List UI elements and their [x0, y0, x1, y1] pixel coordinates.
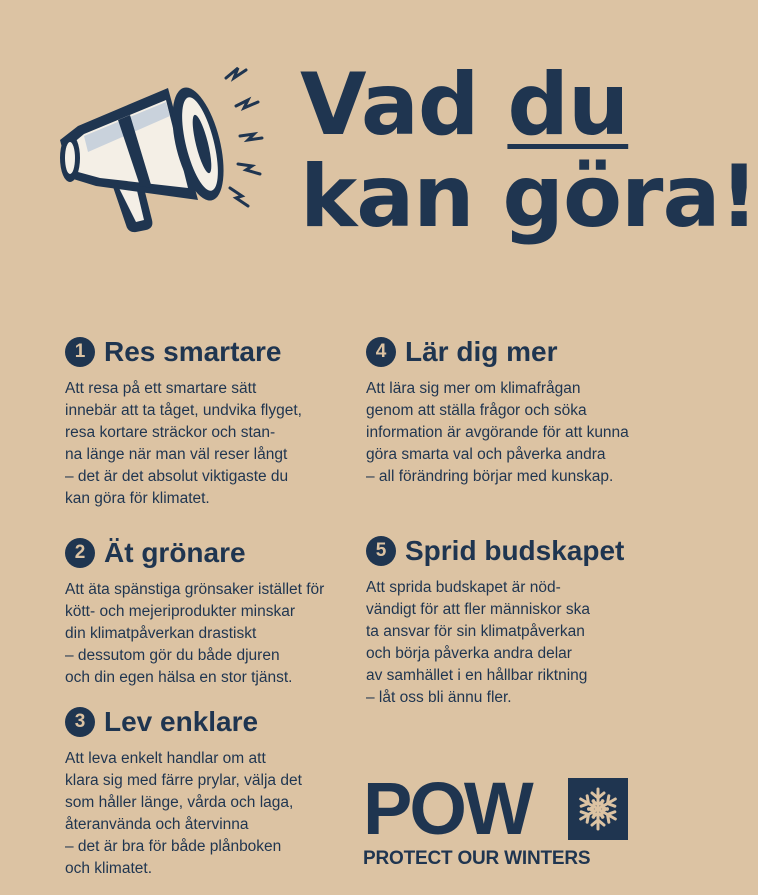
body-line: Att sprida budskapet är nöd- — [366, 579, 561, 596]
body-line: göra smarta val och påverka andra — [366, 446, 606, 463]
section-sprid-budskapet — [366, 535, 624, 709]
body-line: klara sig med färre prylar, välja det — [65, 772, 302, 789]
section-lar-dig-mer — [366, 336, 629, 488]
body-line: – det är det absolut viktigaste du — [65, 468, 289, 485]
section-number-badge: 5 — [366, 536, 396, 566]
section-title: Lär dig mer — [405, 336, 558, 367]
section-title: Res smartare — [104, 336, 282, 367]
body-line: – dessutom gör du både djuren — [65, 647, 280, 664]
body-line: ta ansvar för sin klimatpåverkan — [366, 623, 585, 640]
body-line: av samhället i en hållbar riktning — [366, 667, 588, 684]
title-word-du: du — [507, 55, 629, 155]
section-number-badge: 3 — [65, 707, 95, 737]
body-line: Att lära sig mer om klimafrågan — [366, 380, 581, 397]
section-title: Ät grönare — [104, 537, 246, 568]
body-line: innebär att ta tåget, undvika flyget, — [65, 402, 302, 419]
logo-tagline: PROTECT OUR WINTERS — [363, 848, 591, 869]
body-line: som håller länge, vårda och laga, — [65, 794, 294, 811]
body-line: vändigt för att fler människor ska — [366, 601, 590, 618]
section-body — [65, 748, 302, 880]
section-body — [65, 378, 302, 510]
body-line: – det är bra för både plånboken — [65, 838, 282, 855]
section-number-badge: 4 — [366, 337, 396, 367]
megaphone-icon — [48, 60, 283, 235]
body-line: och börja påverka andra delar — [366, 645, 572, 662]
body-line: resa kortare sträckor och stan- — [65, 424, 276, 441]
body-line: na länge när man väl reser långt — [65, 446, 288, 463]
section-res-smartare — [65, 336, 302, 510]
title-line-2: kan göra! — [300, 147, 758, 247]
section-title: Sprid budskapet — [405, 535, 625, 566]
section-lev-enklare — [65, 706, 302, 880]
body-line: din klimatpåverkan drastiskt — [65, 625, 257, 642]
body-line: Att äta spänstiga grönsaker istället för — [65, 581, 325, 598]
pow-logo — [363, 767, 628, 870]
body-line: kött- och mejeriprodukter minskar — [65, 603, 295, 620]
body-line: kan göra för klimatet. — [65, 490, 210, 507]
body-line: – all förändring börjar med kunskap. — [366, 468, 614, 485]
section-body — [65, 579, 324, 689]
body-line: och klimatet. — [65, 860, 153, 877]
body-line: genom att ställa frågor och söka — [366, 402, 587, 419]
logo-wordmark: POW — [363, 767, 531, 850]
body-line: Att leva enkelt handlar om att — [65, 750, 266, 767]
section-at-gronare — [65, 537, 324, 689]
body-line: – låt oss bli ännu fler. — [366, 689, 512, 706]
title-word-vad: Vad — [300, 55, 479, 155]
section-body — [366, 577, 624, 709]
body-line: återanvända och återvinna — [65, 816, 249, 833]
section-number-badge: 2 — [65, 538, 95, 568]
section-body — [366, 378, 629, 488]
body-line: information är avgörande för att kunna — [366, 424, 629, 441]
body-line: Att resa på ett smartare sätt — [65, 380, 257, 397]
section-title: Lev enklare — [104, 706, 259, 737]
body-line: och din egen hälsa en stor tjänst. — [65, 669, 293, 686]
section-number-badge: 1 — [65, 337, 95, 367]
snowflake-icon — [568, 778, 628, 840]
